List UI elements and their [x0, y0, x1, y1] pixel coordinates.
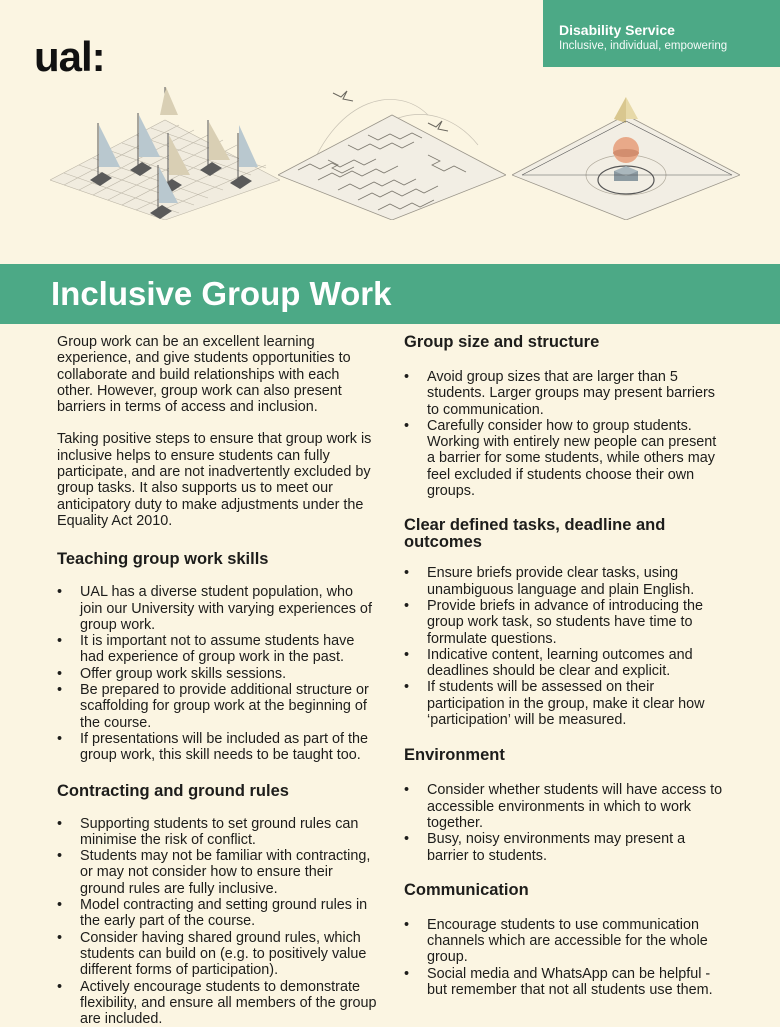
list-item: • If students will be assessed on their participation in the group, make it clear how ‘participation’ will be measured. [404, 679, 726, 728]
section-heading-environment: Environment [404, 747, 726, 764]
list-item: • Busy, noisy environments may present a barrier to students. [404, 831, 726, 864]
list-item: • Social media and WhatsApp can be helpful - but remember that not all students use them. [404, 966, 726, 999]
sailboats-grid-illustration [50, 75, 280, 220]
list-item: • Encourage students to use communication channels which are accessible for the whole group. [404, 917, 726, 966]
section-heading-contracting: Contracting and ground rules [57, 783, 379, 800]
communication-list [404, 917, 726, 998]
section-heading-teaching: Teaching group work skills [57, 551, 379, 568]
service-tagline: Inclusive, individual, empowering [559, 39, 780, 53]
list-item: • Carefully consider how to group students. Working with entirely new people can present a barrier for some students, while others may feel excluded if students choose their own groups. [404, 418, 726, 499]
right-column [404, 334, 726, 998]
list-item: • Model contracting and setting ground rules in the early part of the course. [57, 897, 379, 930]
list-item: • Offer group work skills sessions. [57, 666, 379, 682]
intro-paragraph: Group work can be an excellent learning experience, and give students opportunities to collaborate and build relationships with each other. However, group work can also present barriers in terms of access and inclusion. [57, 334, 379, 415]
list-item: • Consider whether students will have access to accessible environments in which to work together. [404, 782, 726, 831]
list-item: • It is important not to assume students have had experience of group work in the past. [57, 633, 379, 666]
environment-list [404, 782, 726, 863]
list-item: • Consider having shared ground rules, which students can build on (e.g. to positively value different forms of participation). [57, 930, 379, 979]
intro-paragraph: Taking positive steps to ensure that group work is inclusive helps to ensure students can fully participate, and are not inadvertently excluded by group tasks. It also supports us to meet our anticipatory duty to make adjustments under the Equality Act 2010. [57, 431, 379, 529]
list-item: • Ensure briefs provide clear tasks, using unambiguous language and plain English. [404, 565, 726, 598]
list-item: • Students may not be familiar with contracting, or may not consider how to ensure their ground rules are fully inclusive. [57, 848, 379, 897]
contracting-list [57, 816, 379, 1027]
group-size-list [404, 369, 726, 499]
section-heading-communication: Communication [404, 882, 726, 899]
list-item: • UAL has a diverse student population, who join our University with varying experiences of group work. [57, 584, 379, 633]
service-name: Disability Service [559, 22, 780, 39]
teaching-list [57, 584, 379, 763]
section-heading-tasks: Clear defined tasks, deadline and outcomes [404, 517, 726, 551]
page-title: Inclusive Group Work [51, 272, 391, 316]
maze-illustration [278, 75, 506, 220]
list-item: • Provide briefs in advance of introducing the group work task, so students have time to formulate questions. [404, 598, 726, 647]
list-item: • Actively encourage students to demonstrate flexibility, and ensure all members of the group are included. [57, 979, 379, 1027]
list-item: • If presentations will be included as part of the group work, this skill needs to be taught too. [57, 731, 379, 764]
ual-logo: ual: [34, 36, 105, 78]
left-column [57, 334, 379, 1027]
title-banner [0, 264, 780, 324]
list-item: • Indicative content, learning outcomes and deadlines should be clear and explicit. [404, 647, 726, 680]
list-item: • Supporting students to set ground rules can minimise the risk of conflict. [57, 816, 379, 849]
list-item: • Avoid group sizes that are larger than 5 students. Larger groups may present barriers to communication. [404, 369, 726, 418]
tasks-list [404, 565, 726, 728]
list-item: • Be prepared to provide additional structure or scaffolding for group work at the beginning of the course. [57, 682, 379, 731]
service-badge [543, 0, 780, 67]
section-heading-group-size: Group size and structure [404, 334, 726, 351]
sphere-pyramid-illustration [512, 75, 740, 220]
